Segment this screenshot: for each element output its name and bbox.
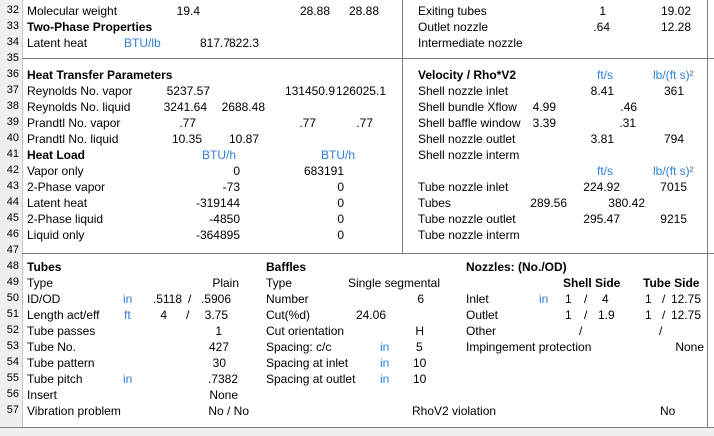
re-vapor-v3: 126025.1 [335, 84, 386, 98]
vibration-value: No / No [208, 404, 249, 418]
inlet-shell-sep: / [584, 292, 588, 306]
spacing-inlet-value: 10 [413, 356, 427, 370]
line-number: 57 [6, 404, 19, 416]
tube-nozzle-outlet-label: Tube nozzle outlet [418, 212, 516, 226]
shell-nozzle-interm-label: Shell nozzle interm [418, 148, 520, 162]
exit-label: Exiting tubes [418, 4, 487, 18]
outlet-nozzle-label: Outlet nozzle [418, 20, 489, 34]
heat-load-row-v1: -73 [222, 180, 240, 194]
rhov2-violation-label: RhoV2 violation [412, 404, 497, 418]
htp-title: Heat Transfer Parameters [27, 68, 173, 82]
idod-v1: .5118 [152, 292, 182, 306]
heat-load-row-label: 2-Phase vapor [27, 180, 106, 194]
tube-nozzle-inlet-v2: 7015 [660, 180, 687, 194]
line-number: 51 [6, 308, 19, 320]
mw-label: Molecular weight [27, 4, 118, 18]
latent-unit: BTU/lb [124, 36, 161, 50]
shell-nozzle-inlet-label: Shell nozzle inlet [418, 84, 509, 98]
heat-load-title: Heat Load [27, 148, 86, 162]
shell-nozzle-outlet-label: Shell nozzle outlet [418, 132, 516, 146]
shell-bundle-v1: 4.99 [532, 100, 556, 114]
pr-vapor-v2: .77 [299, 116, 316, 130]
pr-vapor-v1: .77 [179, 116, 196, 130]
heat-load-row-v2: 0 [337, 196, 344, 210]
baffle-number-value: 6 [417, 292, 424, 306]
re-liquid-v1: 3241.64 [163, 100, 207, 114]
tube-pattern-label: Tube pattern [27, 356, 95, 370]
tube-nozzle-inlet-label: Tube nozzle inlet [418, 180, 509, 194]
inlet-shell-count: 1 [565, 292, 572, 306]
heat-load-row-v2: 0 [337, 212, 344, 226]
idod-v2: .5906 [200, 292, 231, 306]
heat-load-row-label: Liquid only [27, 228, 85, 242]
divider-right [707, 0, 708, 427]
tubes-title: Tubes [27, 260, 62, 274]
outlet-shell-count: 1 [565, 308, 572, 322]
tube-no-label: Tube No. [27, 340, 76, 354]
tube-pattern-value: 30 [212, 356, 226, 370]
outlet-tube-od: 12.75 [671, 308, 702, 322]
outlet-nozzle-v1: .64 [593, 20, 610, 34]
tube-type-label: Type [27, 276, 54, 290]
inlet-shell-od: 4 [602, 292, 609, 306]
shell-baffle-window-label: Shell baffle window [418, 116, 521, 130]
rhov2-violation-value: No [660, 404, 676, 418]
heat-load-row-v1: -4850 [209, 212, 240, 226]
impingement-value: None [675, 340, 704, 354]
line-number: 42 [6, 164, 19, 176]
tubes-velocity-v1: 289.56 [530, 196, 567, 210]
idod-sep: / [188, 292, 192, 306]
line-number: 46 [6, 228, 19, 240]
line-number: 39 [6, 116, 19, 128]
spacing-inlet-label: Spacing at inlet [266, 356, 349, 370]
baffle-type-label: Type [266, 276, 293, 290]
line-number: 38 [6, 100, 19, 112]
line-number: 47 [6, 244, 19, 256]
exit-v1: 1 [599, 4, 606, 18]
cut-orientation-label: Cut orientation [266, 324, 345, 338]
tube-pitch-unit: in [123, 372, 133, 386]
vibration-label: Vibration problem [27, 404, 121, 418]
shell-nozzle-inlet-v2: 361 [663, 84, 684, 98]
tube-nozzle-outlet-v1: 295.47 [583, 212, 620, 226]
velocity-unit-a: ft/s [597, 68, 614, 82]
length-unit: ft [124, 308, 131, 322]
latent-v2: 822.3 [228, 36, 259, 50]
heat-load-row-label: 2-Phase liquid [27, 212, 104, 226]
nozzle-outlet-label: Outlet [466, 308, 499, 322]
line-number: 44 [6, 196, 19, 208]
line-number: 45 [6, 212, 19, 224]
tube-passes-value: 1 [215, 324, 222, 338]
tube-pitch-label: Tube pitch [27, 372, 83, 386]
spacing-outlet-value: 10 [413, 372, 427, 386]
two-phase-title: Two-Phase Properties [27, 20, 153, 34]
cut-orientation-value: H [415, 324, 424, 338]
length-sep: / [186, 308, 190, 322]
heat-load-unit-2: BTU/h [321, 148, 356, 162]
heat-load-row-v2: 0 [337, 180, 344, 194]
divider-top [22, 58, 714, 59]
nozzle-other-label: Other [466, 324, 497, 338]
mw-v1: 19.4 [176, 4, 200, 18]
divider-middle [22, 253, 714, 254]
re-liquid-label: Reynolds No. liquid [27, 100, 131, 114]
baffle-number-label: Number [266, 292, 309, 306]
tubes-velocity-label: Tubes [418, 196, 451, 210]
shell-nozzle-outlet-v2: 794 [663, 132, 684, 146]
spacing-inlet-unit: in [380, 356, 390, 370]
baffles-title: Baffles [266, 260, 307, 274]
tube-nozzle-interm-label: Tube nozzle interm [418, 228, 520, 242]
shell-bundle-label: Shell bundle Xflow [418, 100, 517, 114]
tube-side-header: Tube Side [643, 276, 700, 290]
re-vapor-v2: 131450.9 [284, 84, 335, 98]
line-number: 48 [6, 260, 19, 272]
inlet-tube-sep: / [662, 292, 666, 306]
spacing-outlet-label: Spacing at outlet [266, 372, 356, 386]
shell-bundle-v2: .46 [620, 100, 637, 114]
heat-load-row-v2: 683191 [303, 164, 344, 178]
line-number: 41 [6, 148, 19, 160]
intermediate-nozzle-label: Intermediate nozzle [418, 36, 523, 50]
baffle-cut-label: Cut(%d) [266, 308, 311, 322]
heat-load-row-v1: -364895 [195, 228, 240, 242]
idod-label: ID/OD [27, 292, 61, 306]
spacing-outlet-unit: in [380, 372, 390, 386]
latent-v1: 817.7 [199, 36, 230, 50]
tube-pitch-value: .7382 [207, 372, 238, 386]
line-number: 36 [6, 68, 19, 80]
length-v2: 3.75 [204, 308, 228, 322]
length-label: Length act/eff [27, 308, 100, 322]
outlet-tube-sep: / [662, 308, 666, 322]
velocity-unit-c: ft/s [597, 164, 614, 178]
heat-load-row-label: Latent heat [27, 196, 88, 210]
line-number: 40 [6, 132, 19, 144]
tubes-velocity-v2: 380.42 [608, 196, 645, 210]
velocity-title: Velocity / Rho*V2 [418, 68, 517, 82]
line-number: 34 [6, 36, 19, 48]
line-number: 53 [6, 340, 19, 352]
heat-load-row-label: Vapor only [27, 164, 84, 178]
pr-liquid-label: Prandtl No. liquid [27, 132, 119, 146]
mw-v2: 28.88 [299, 4, 330, 18]
pr-vapor-label: Prandtl No. vapor [27, 116, 121, 130]
baffle-type-value: Single segmental [347, 276, 440, 290]
idod-unit: in [123, 292, 133, 306]
pr-liquid-v1: 10.35 [171, 132, 202, 146]
tube-type-value: Plain [212, 276, 239, 290]
divider-vertical-mid [402, 58, 403, 253]
re-liquid-v2: 2688.48 [221, 100, 265, 114]
tube-nozzle-inlet-v1: 224.92 [583, 180, 620, 194]
other-shell-sep: / [579, 324, 583, 338]
inlet-tube-count: 1 [645, 292, 652, 306]
mw-v3: 28.88 [348, 4, 379, 18]
tube-passes-label: Tube passes [27, 324, 96, 338]
shell-side-header: Shell Side [563, 276, 621, 290]
pr-vapor-v3: .77 [356, 116, 373, 130]
insert-value: None [209, 388, 238, 402]
length-v1: 4 [160, 308, 167, 322]
line-number: 56 [6, 388, 19, 400]
velocity-unit-d: lb/(ft s)² [653, 164, 694, 178]
tube-nozzle-outlet-v2: 9215 [660, 212, 687, 226]
line-number: 35 [6, 52, 19, 64]
heat-load-row-v1: -319144 [195, 196, 240, 210]
outlet-nozzle-v2: 12.28 [660, 20, 691, 34]
heat-load-row-v2: 0 [337, 228, 344, 242]
shell-baffle-window-v1: 3.39 [532, 116, 556, 130]
tube-no-value: 427 [208, 340, 229, 354]
impingement-label: Impingement protection [466, 340, 592, 354]
outlet-tube-count: 1 [645, 308, 652, 322]
nozzles-title: Nozzles: (No./OD) [466, 260, 567, 274]
outlet-shell-sep: / [584, 308, 588, 322]
line-number: 43 [6, 180, 19, 192]
divider-vertical-top [402, 0, 403, 58]
line-number: 32 [6, 4, 19, 16]
shell-baffle-window-v2: .31 [619, 116, 636, 130]
inlet-tube-od: 12.75 [671, 292, 702, 306]
line-number: 49 [6, 276, 19, 288]
latent-label: Latent heat [27, 36, 88, 50]
re-vapor-label: Reynolds No. vapor [27, 84, 133, 98]
baffle-cut-value: 24.06 [355, 308, 386, 322]
insert-label: Insert [27, 388, 58, 402]
line-number: 33 [6, 20, 19, 32]
line-number: 52 [6, 324, 19, 336]
heat-load-unit-1: BTU/h [202, 148, 237, 162]
nozzle-inlet-unit: in [539, 292, 549, 306]
heat-load-row-v1: 0 [233, 164, 240, 178]
outlet-shell-od: 1.9 [598, 308, 615, 322]
line-number: 54 [6, 356, 19, 368]
pr-liquid-v2: 10.87 [228, 132, 259, 146]
line-number: 50 [6, 292, 19, 304]
shell-nozzle-outlet-v1: 3.81 [590, 132, 614, 146]
shell-nozzle-inlet-v1: 8.41 [590, 84, 614, 98]
nozzle-inlet-label: Inlet [466, 292, 489, 306]
other-tube-sep: / [659, 324, 663, 338]
spacing-cc-value: 5 [416, 340, 423, 354]
velocity-unit-b: lb/(ft s)² [653, 68, 694, 82]
spacing-cc-unit: in [380, 340, 390, 354]
re-vapor-v1: 5237.57 [166, 84, 210, 98]
line-number: 37 [6, 84, 19, 96]
exit-v2: 19.02 [660, 4, 691, 18]
line-number: 55 [6, 372, 19, 384]
spacing-cc-label: Spacing: c/c [266, 340, 332, 354]
